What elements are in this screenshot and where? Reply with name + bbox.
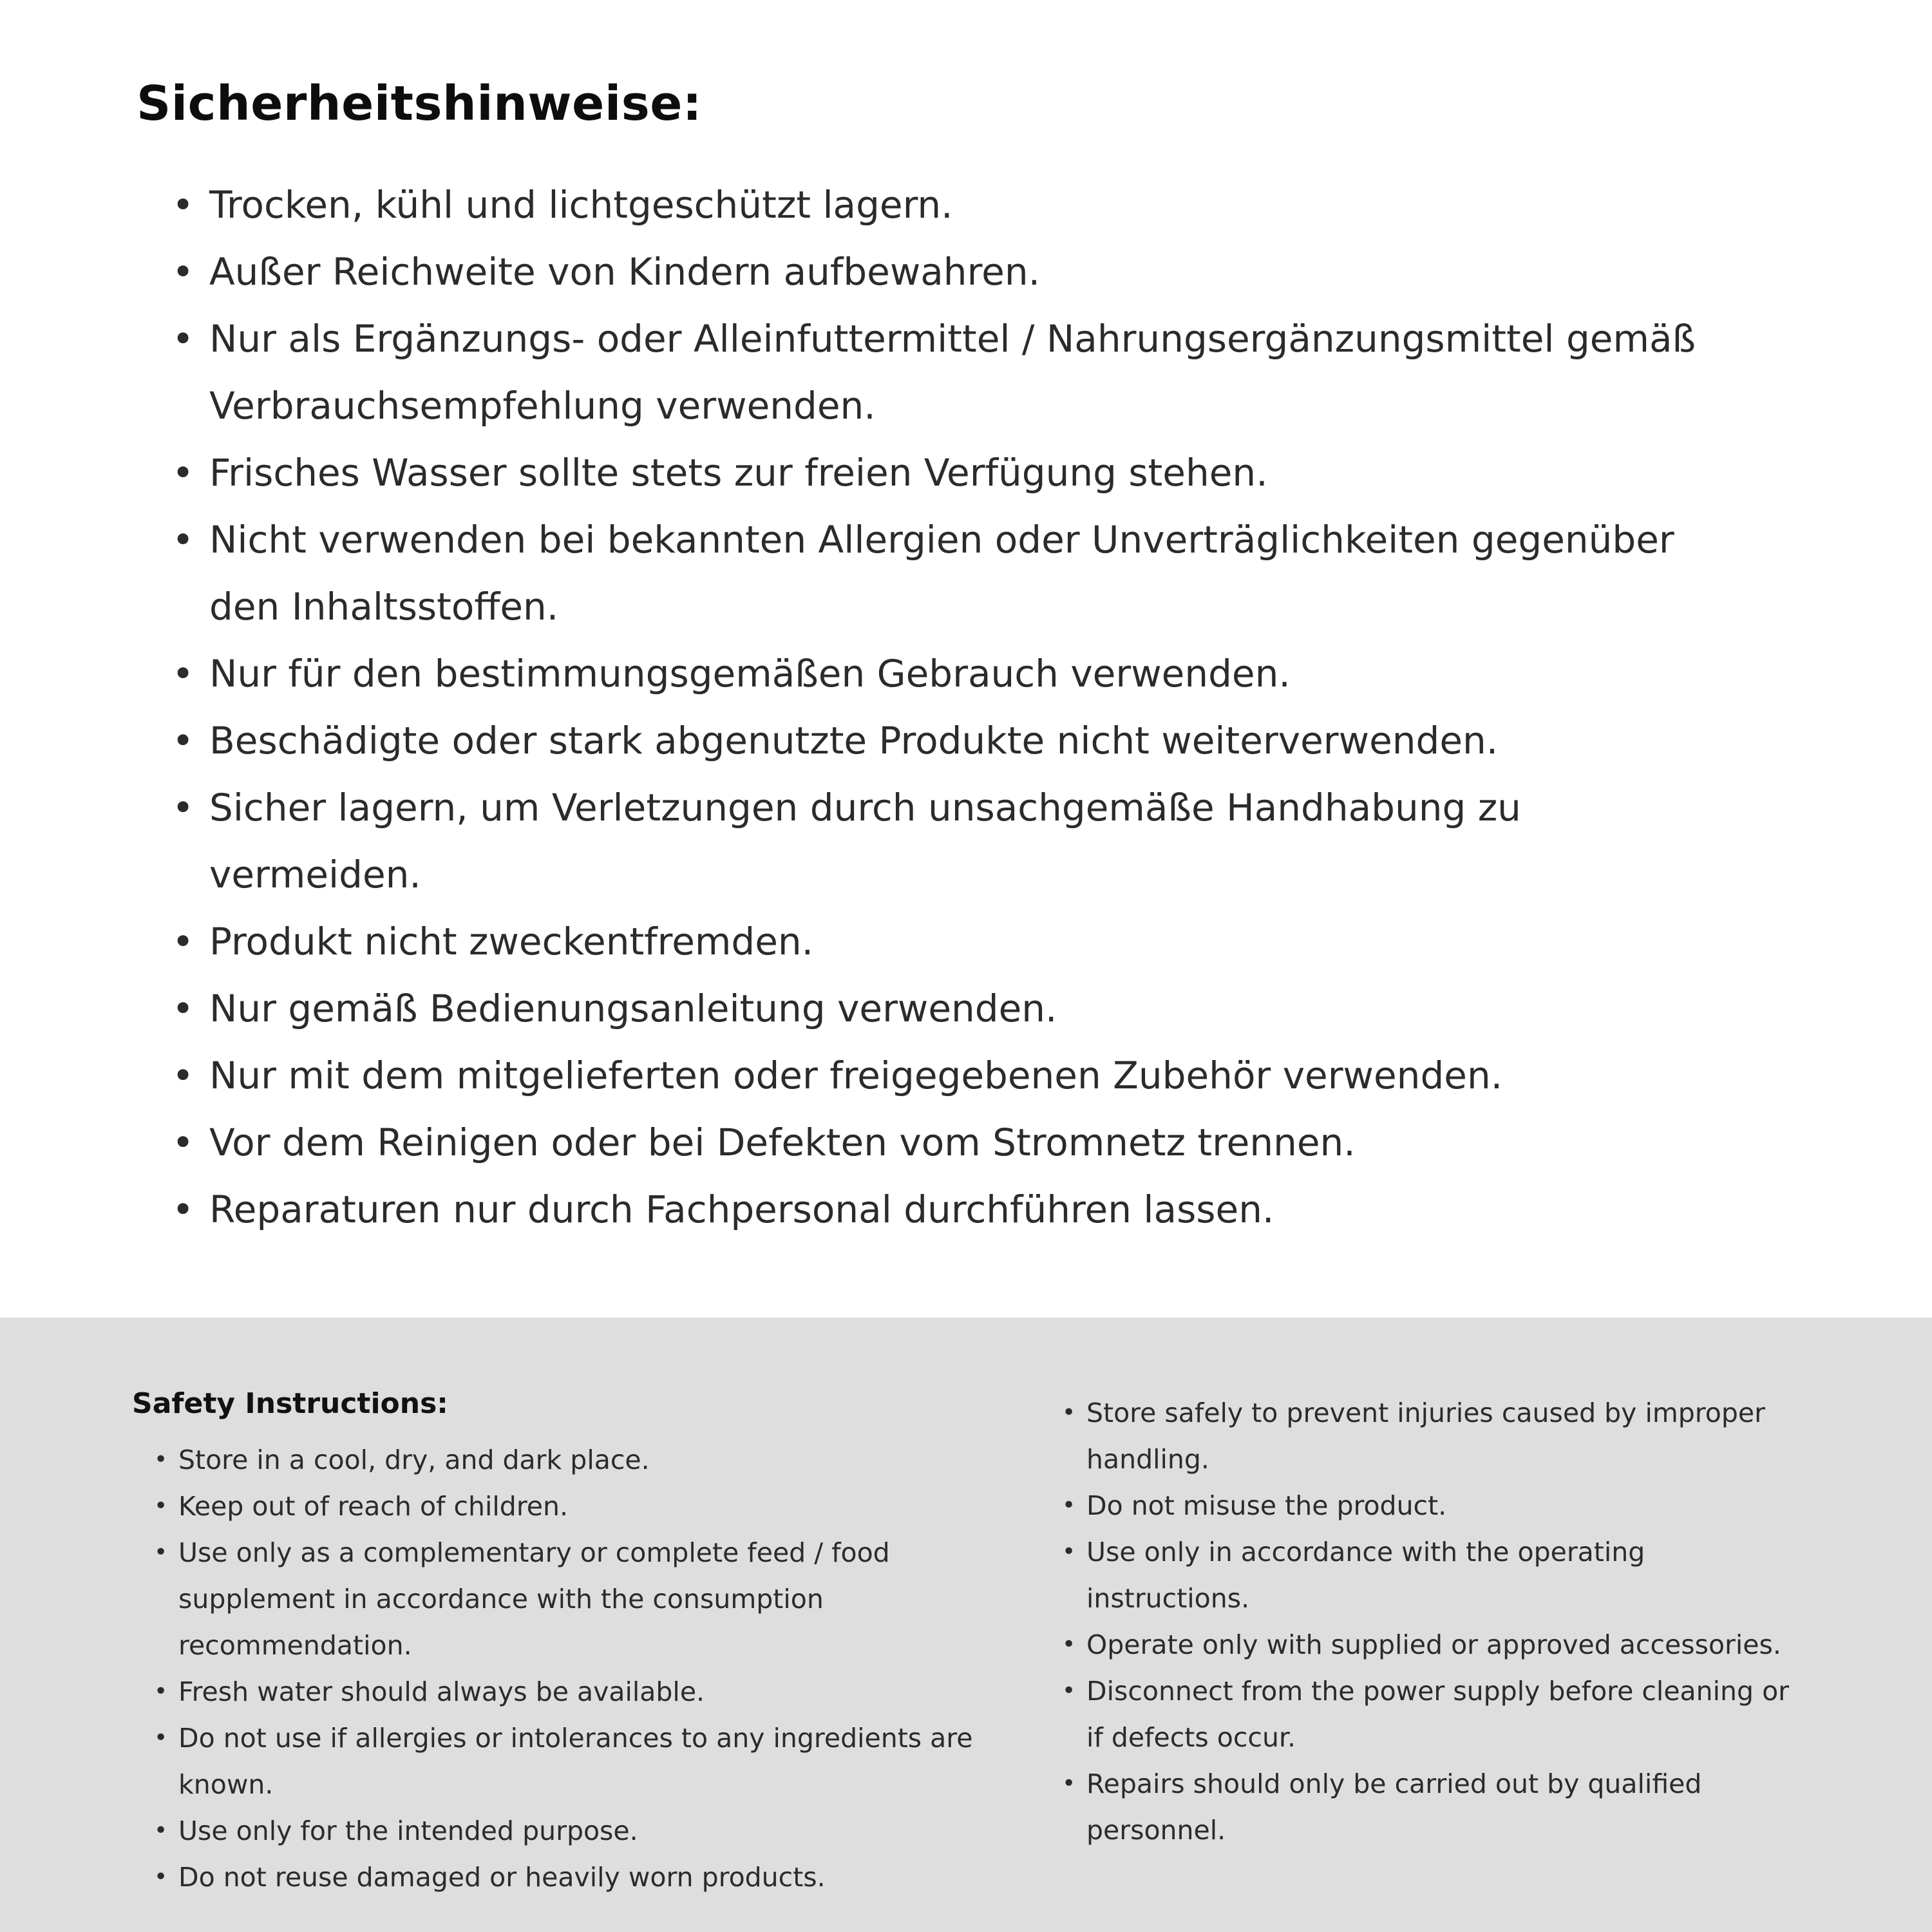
german-safety-item: • Nur als Ergänzungs- oder Alleinfuttermittel / Nahrungsergänzungsmittel gemäß Verbrauchsempfehlung verwenden. (137, 305, 1734, 439)
english-safety-item: • Use only in accordance with the operating instructions. (1046, 1529, 1806, 1622)
german-safety-item: • Trocken, kühl und lichtgeschützt lagern. (137, 171, 1734, 238)
english-safety-item: • Store in a cool, dry, and dark place. (138, 1437, 1001, 1483)
german-safety-item: • Frisches Wasser sollte stets zur freien Verfügung stehen. (137, 439, 1734, 506)
german-safety-item: • Nur mit dem mitgelieferten oder freigegebenen Zubehör verwenden. (137, 1042, 1734, 1109)
english-safety-item: • Use only for the intended purpose. (138, 1808, 1001, 1854)
german-safety-list (137, 171, 1734, 1243)
english-safety-section (0, 1318, 1932, 1932)
english-safety-item: • Fresh water should always be available. (138, 1669, 1001, 1715)
english-safety-item: • Keep out of reach of children. (138, 1483, 1001, 1530)
english-safety-list-right (1046, 1390, 1806, 1853)
english-safety-item: • Do not reuse damaged or heavily worn products. (138, 1854, 1001, 1900)
german-section-title: Sicherheitshinweise: (137, 76, 703, 131)
german-safety-item: • Nur für den bestimmungsgemäßen Gebrauch verwenden. (137, 640, 1734, 707)
german-safety-item: • Nicht verwenden bei bekannten Allergien oder Unverträglichkeiten gegenüber den Inhaltsstoffen. (137, 506, 1734, 640)
english-section-title: Safety Instructions: (132, 1387, 448, 1420)
english-right-column (1046, 1387, 1806, 1932)
english-safety-list-left (132, 1437, 1001, 1900)
english-safety-item: • Store safely to prevent injuries caused by improper handling. (1046, 1390, 1806, 1482)
german-safety-item: • Sicher lagern, um Verletzungen durch unsachgemäße Handhabung zu vermeiden. (137, 774, 1734, 908)
english-safety-item: • Do not use if allergies or intolerances to any ingredients are known. (138, 1715, 1001, 1808)
english-safety-item: • Disconnect from the power supply before cleaning or if defects occur. (1046, 1668, 1806, 1761)
english-left-column (132, 1387, 1001, 1932)
german-safety-item: • Nur gemäß Bedienungsanleitung verwenden. (137, 975, 1734, 1042)
english-safety-item: • Repairs should only be carried out by qualified personnel. (1046, 1761, 1806, 1853)
german-safety-item: • Reparaturen nur durch Fachpersonal durchführen lassen. (137, 1176, 1734, 1243)
german-safety-item: • Außer Reichweite von Kindern aufbewahren. (137, 238, 1734, 305)
german-safety-item: • Beschädigte oder stark abgenutzte Produkte nicht weiterverwenden. (137, 707, 1734, 774)
english-safety-item: • Do not misuse the product. (1046, 1482, 1806, 1529)
english-safety-item: • Operate only with supplied or approved accessories. (1046, 1622, 1806, 1668)
english-safety-item: • Use only as a complementary or complete feed / food supplement in accordance with the consumption recommendation. (138, 1530, 1001, 1669)
german-safety-item: • Produkt nicht zweckentfremden. (137, 908, 1734, 975)
german-safety-item: • Vor dem Reinigen oder bei Defekten vom Stromnetz trennen. (137, 1109, 1734, 1176)
